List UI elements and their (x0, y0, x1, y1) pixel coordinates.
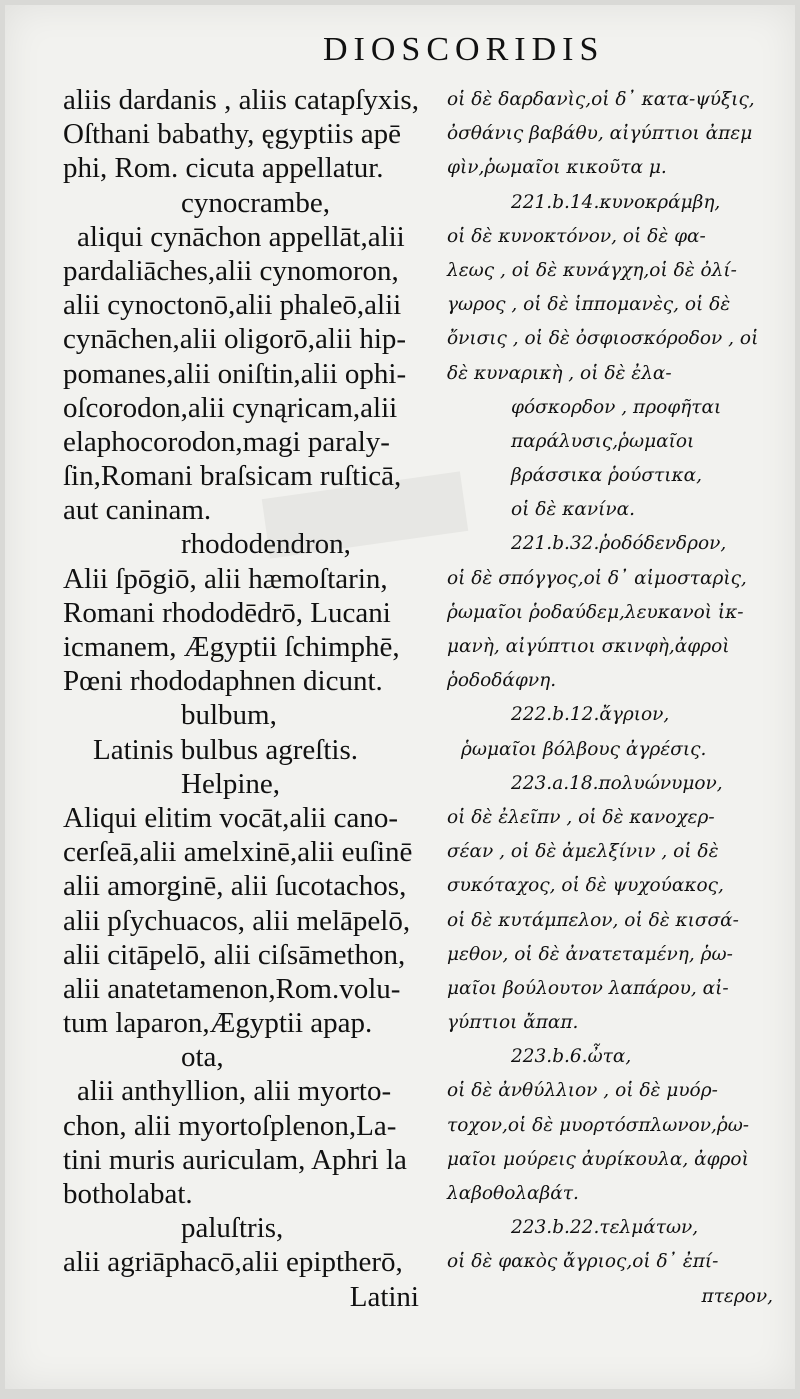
latin-text-line: oſcorodon,alii cynąricam,alii (63, 391, 398, 424)
greek-text-line: οἱ δὲ σπόγγος,οἱ δ᾽ αἱμοσταρὶς, (447, 567, 747, 589)
latin-text-line: ota, (181, 1041, 224, 1074)
latin-text-line: Helpine, (181, 767, 281, 800)
latin-text-line: alii cynoctonō,alii phaleō,alii (63, 289, 402, 322)
latin-text-line: bulbum, (181, 699, 277, 732)
greek-text-line: γωρος , οἱ δὲ ἱππομανὲς, οἱ δὲ (447, 294, 731, 316)
latin-text-line: elaphocorodon,magi paraly- (63, 425, 390, 458)
latin-text-line: Oſthani babathy, ęgyptiis apē (63, 118, 401, 151)
latin-text-line: Aliqui elitim vocāt,alii cano- (63, 801, 399, 834)
latin-text-line: alii agriāphacō,alii epiptherō, (63, 1246, 403, 1279)
latin-text-line: alii pſychuacos, alii melāpelō, (63, 904, 411, 937)
latin-text-line: alii anatetamenon,Rom.volu- (63, 972, 401, 1005)
latin-text-line: chon, alii myortoſplenon,La- (63, 1109, 397, 1142)
latin-text-line: Romani rhododēdrō, Lucani (63, 596, 391, 629)
greek-text-line: πτερον, (701, 1285, 773, 1307)
greek-text-line: 222.b.12.ἄγριον, (511, 704, 670, 726)
latin-text-line: Latini (349, 1280, 419, 1313)
greek-column (447, 83, 793, 1314)
greek-text-line: οἱ δὲ φακὸς ἄγριος,οἱ δ᾽ ἐπί- (447, 1251, 719, 1273)
greek-text-line: 221.b.32.ῥοδόδενδρον, (511, 533, 727, 555)
greek-text-line: μαῖοι μούρεις ἀυρίκουλα, ἀφροὶ (447, 1148, 749, 1170)
latin-text-line: alii amorginē, alii ſucotachos, (63, 870, 407, 903)
latin-text-line: Latinis bulbus agreſtis. (93, 733, 358, 766)
greek-text-line: δὲ κυναρικὴ , οἱ δὲ ἐλα- (447, 362, 672, 384)
latin-text-line: tum laparon,Ægyptii apap. (63, 1007, 373, 1040)
latin-text-line: tini muris auriculam, Aphri la (63, 1143, 407, 1176)
book-page (5, 5, 795, 1389)
latin-text-line: icmanem, Ægyptii ſchimphē, (63, 631, 400, 663)
greek-text-line: λεως , οἱ δὲ κυνάγχη,οἱ δὲ ὀλί- (447, 259, 737, 281)
latin-column (63, 83, 439, 1314)
greek-text-line: οἱ δὲ ἐλεῖπν , οἱ δὲ κανοχερ- (447, 806, 715, 828)
latin-text-line: aliqui cynāchon appellāt,alii (77, 220, 405, 253)
latin-text-line: ſin,Romani braſsicam ruſticā, (63, 460, 402, 493)
running-header: DIOSCORIDIS (323, 31, 605, 68)
greek-text-line: οἱ δὲ κανίνα. (511, 499, 635, 521)
latin-text-line: botholabat. (63, 1178, 193, 1210)
greek-text-line: μαῖοι βούλουτον λαπάρου, αἰ- (447, 977, 729, 999)
greek-text-line: βράσσικα ῥούστικα, (511, 465, 702, 487)
latin-text-line: aut caninam. (63, 494, 212, 527)
greek-text-line: 221.b.14.κυνοκράμβη, (511, 191, 721, 213)
greek-text-line: φὶν,ῥωμαῖοι κικοῦτα μ. (447, 157, 667, 179)
greek-text-line: οἱ δὲ κυνοκτόνον, οἱ δὲ φα- (447, 225, 706, 247)
latin-text-line: Alii ſpōgiō, alii hæmoſtarin, (63, 562, 388, 595)
greek-text-line: ῥωμαῖοι ῥοδαύδεμ,λευκανοὶ ἰκ- (447, 601, 744, 623)
latin-text-line: pardaliāches,alii cynomoron, (63, 254, 399, 287)
latin-text-line: aliis dardanis , aliis catapſyxis, (63, 84, 419, 116)
latin-text-line: alii citāpelō, alii ciſsāmethon, (63, 938, 406, 971)
greek-text-line: συκόταχος, οἱ δὲ ψυχούακος, (447, 875, 724, 897)
greek-text-line: φόσκορδον , προφῆται (511, 396, 722, 418)
greek-text-line: 223.a.18.πολυώνυμον, (511, 772, 723, 794)
latin-text-line: cynāchen,alii oligorō,alii hip- (63, 323, 407, 356)
greek-text-line: γύπτιοι ἄπαπ. (447, 1012, 579, 1034)
greek-text-line: παράλυσις,ῥωμαῖοι (511, 430, 695, 452)
latin-text-line: cerſeā,alii amelxinē,alii euſinē (63, 836, 413, 869)
greek-text-line: μεθον, οἱ δὲ ἀνατεταμένη, ῥω- (447, 943, 733, 965)
latin-text-line: pomanes,alii oniſtin,alii ophi- (63, 357, 407, 390)
greek-text-line: ῥωμαῖοι βόλβους ἀγρέσις. (461, 738, 707, 760)
greek-text-line: λαβοθολαβάτ. (447, 1183, 579, 1204)
greek-text-line: ὀσθάνις βαβάθυ, αἰγύπτιοι ἀπεμ (447, 123, 753, 145)
greek-text-line: σέαν , οἱ δὲ ἀμελξίνιν , οἱ δὲ (447, 841, 719, 863)
greek-text-line: 223.b.6.ὦτα, (511, 1046, 632, 1068)
greek-text-line: τοχον,οἱ δὲ μυορτόσπλωνον,ῥω- (447, 1114, 750, 1136)
latin-text-line: paluſtris, (181, 1212, 284, 1245)
latin-text-line: rhododendron, (181, 528, 351, 561)
greek-text-line: 223.b.22.τελμάτων, (511, 1217, 699, 1239)
greek-text-line: οἱ δὲ δαρδανὶς,οἱ δ᾽ κατα-ψύξις, (447, 89, 755, 110)
greek-text-line: μανὴ, αἰγύπτιοι σκινφὴ,ἀφροὶ (447, 636, 730, 657)
latin-text-line: phi, Rom. cicuta appellatur. (63, 152, 384, 185)
latin-text-line: Pœni rhododaphnen dicunt. (63, 665, 383, 698)
greek-text-line: οἱ δὲ ἀνθύλλιον , οἱ δὲ μυόρ- (447, 1080, 718, 1102)
greek-text-line: οἱ δὲ κυτάμπελον, οἱ δὲ κισσά- (447, 909, 739, 931)
latin-text-line: cynocrambe, (181, 186, 330, 219)
latin-text-line: alii anthyllion, alii myorto- (77, 1075, 392, 1108)
greek-text-line: ῥοδοδάφνη. (447, 670, 557, 692)
greek-text-line: ὄνισις , οἱ δὲ ὀσφιοσκόροδον , οἱ (447, 328, 759, 350)
